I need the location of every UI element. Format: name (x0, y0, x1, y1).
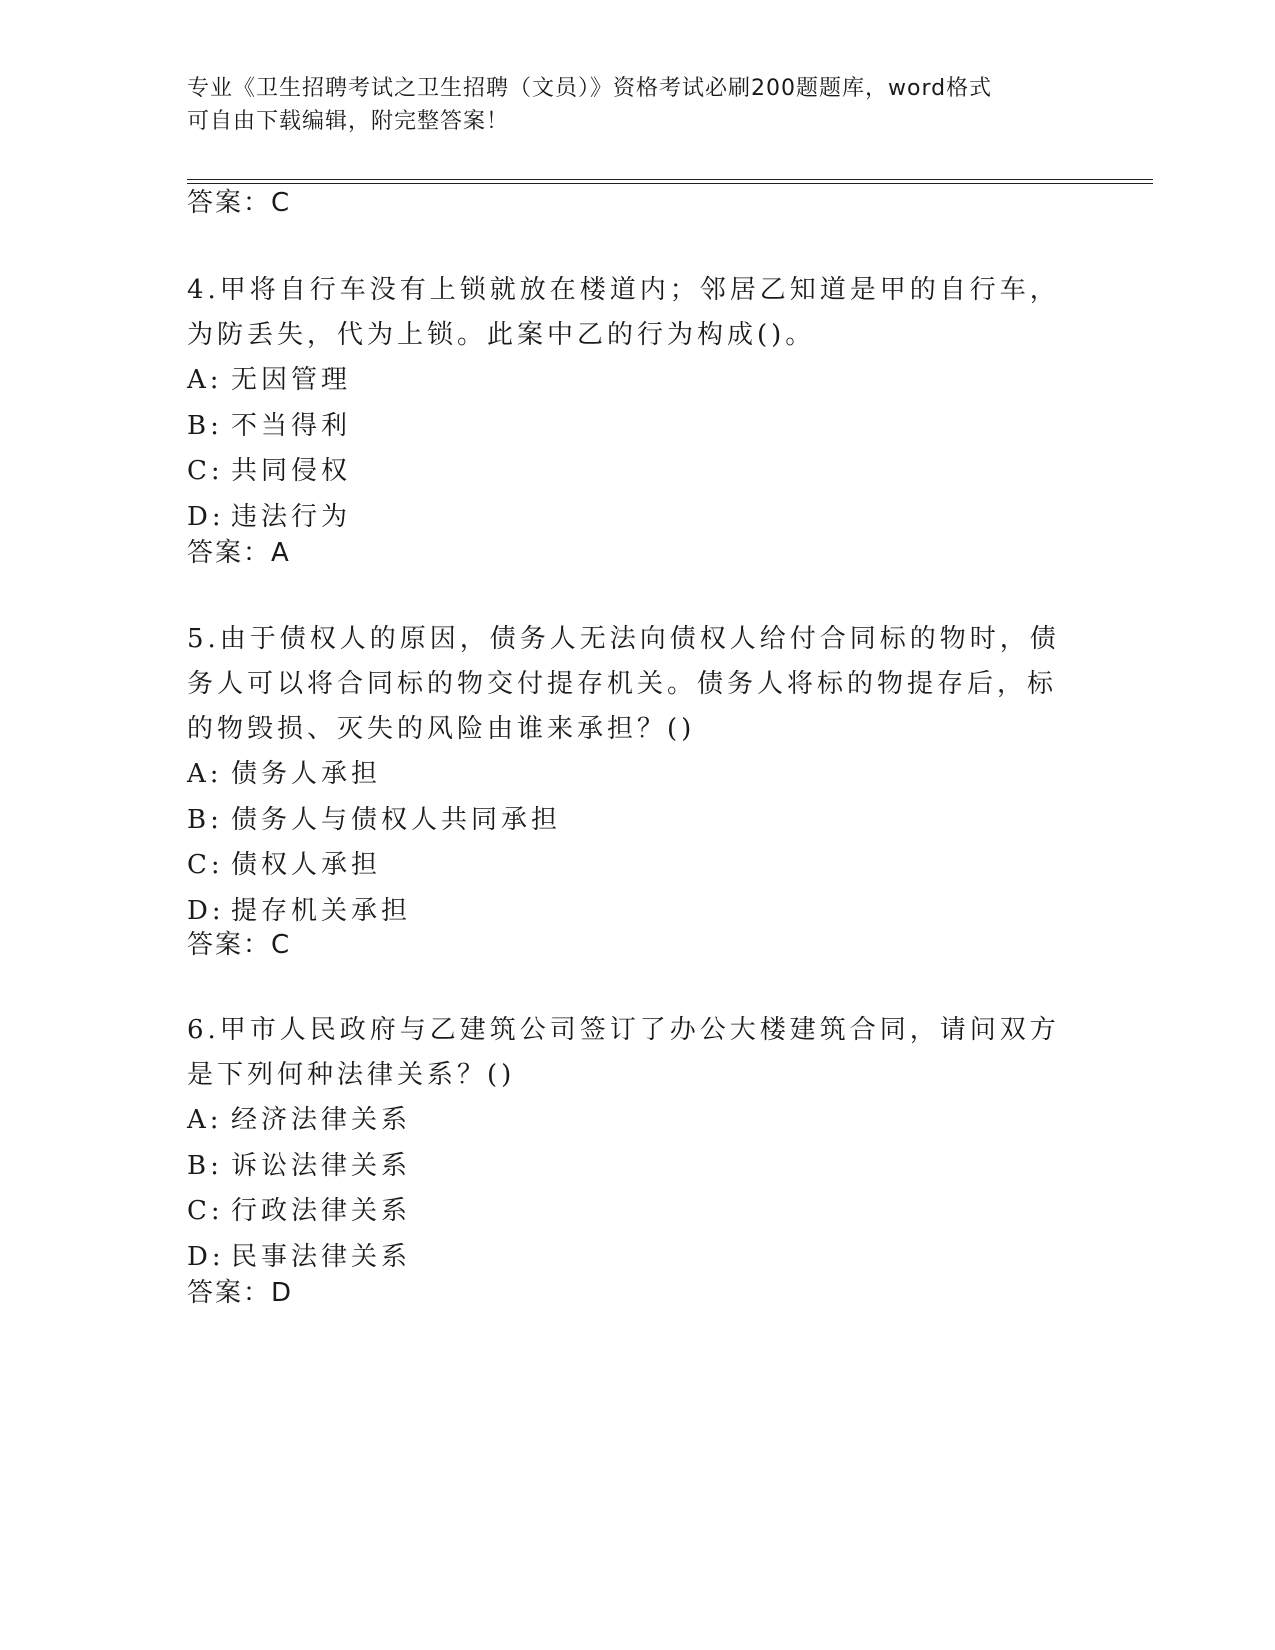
option-a (187, 358, 1067, 404)
option-letter: A: (187, 1105, 223, 1135)
header-line-1: 专业《卫生招聘考试之卫生招聘（文员）》资格考试必刷200题题库，word格式 (187, 76, 993, 101)
option-letter: B: (187, 1150, 223, 1181)
option-c (187, 449, 1067, 495)
option-letter: A: (187, 759, 223, 789)
option-letter: D: (187, 895, 225, 926)
option-b (187, 1144, 1067, 1190)
option-text: 提存机关承担 (231, 895, 412, 926)
option-letter: D: (187, 1241, 225, 1272)
header-divider-bottom (187, 183, 1153, 184)
option-text: 行政法律关系 (231, 1196, 412, 1226)
option-a (187, 1098, 1067, 1144)
option-text: 债务人承担 (231, 759, 382, 789)
option-b (187, 798, 1067, 844)
option-letter: B: (187, 410, 223, 441)
option-text: 债务人与债权人共同承担 (231, 804, 562, 835)
option-text: 无因管理 (231, 365, 352, 395)
option-letter: C: (187, 1196, 224, 1226)
option-text: 违法行为 (231, 501, 352, 532)
option-letter: B: (187, 804, 223, 835)
option-c (187, 1189, 1067, 1235)
option-letter: C: (187, 850, 224, 880)
document-header (187, 72, 1067, 138)
option-a (187, 752, 1067, 798)
option-text: 共同侵权 (231, 456, 352, 486)
option-text: 债权人承担 (231, 850, 382, 880)
option-d (187, 1235, 1067, 1281)
option-b (187, 404, 1067, 450)
question-text: 5.由于债权人的原因，债务人无法向债权人给付合同标的物时，债务人可以将合同标的物交付提存机关。债务人将标的物提存后，标的物毁损、灭失的风险由谁来承担？() (187, 624, 1060, 744)
header-line-2: 可自由下载编辑，附完整答案！ (187, 109, 510, 134)
option-letter: C: (187, 456, 224, 486)
header-divider-top (187, 179, 1153, 180)
answer-4: 答案：A (187, 538, 291, 568)
answer-5: 答案：C (187, 930, 292, 960)
option-c (187, 843, 1067, 889)
option-text: 不当得利 (231, 410, 352, 441)
option-d (187, 889, 1067, 935)
question-5 (187, 617, 1067, 934)
option-d (187, 495, 1067, 541)
option-text: 民事法律关系 (231, 1241, 412, 1272)
answer-6: 答案：D (187, 1278, 294, 1308)
option-text: 诉讼法律关系 (231, 1150, 412, 1181)
question-6 (187, 1008, 1067, 1280)
previous-answer: 答案：C (187, 188, 292, 218)
question-text: 4.甲将自行车没有上锁就放在楼道内；邻居乙知道是甲的自行车，为防丢失，代为上锁。此案中乙的行为构成()。 (187, 275, 1060, 350)
option-letter: A: (187, 365, 223, 395)
question-text: 6.甲市人民政府与乙建筑公司签订了办公大楼建筑合同，请问双方是下列何种法律关系？() (187, 1015, 1060, 1090)
question-4 (187, 268, 1067, 540)
option-letter: D: (187, 501, 225, 532)
option-text: 经济法律关系 (231, 1105, 412, 1135)
